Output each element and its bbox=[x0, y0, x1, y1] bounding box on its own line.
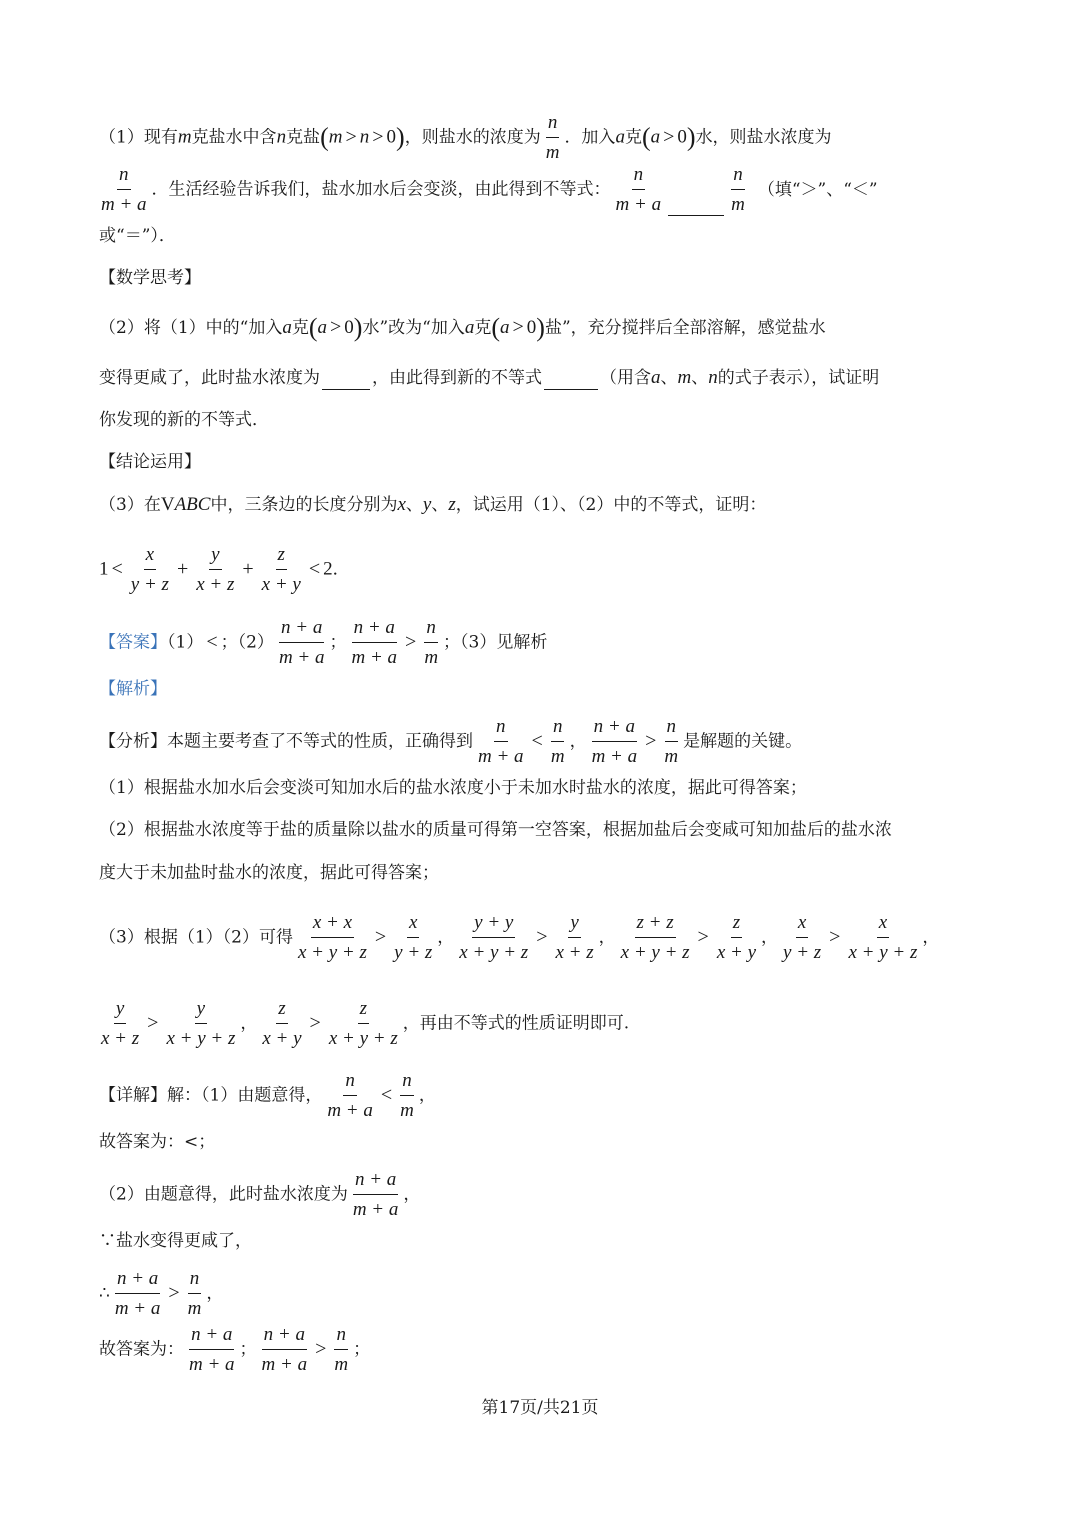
text: 克盐 bbox=[286, 127, 321, 148]
analysis-line-1 bbox=[99, 716, 802, 768]
answer-blank bbox=[322, 369, 370, 390]
fraction: $\frac{n + a}{m + a}$ bbox=[189, 1324, 235, 1375]
text: 故答案为： bbox=[99, 1339, 184, 1360]
var-n: n bbox=[708, 367, 718, 388]
text: ； bbox=[329, 632, 347, 653]
text: ． bbox=[332, 559, 350, 580]
text: 克 bbox=[291, 318, 309, 338]
fraction: $\frac{z}{x + y}$ bbox=[261, 544, 301, 595]
op: > bbox=[663, 125, 675, 148]
fraction-n-over-mpa: $\frac{n}{m + a}$ bbox=[101, 164, 147, 215]
text: 是解题的关键。 bbox=[683, 731, 803, 752]
text: ∵盐水变得更咸了， bbox=[99, 1231, 252, 1251]
q3-line-1 bbox=[99, 493, 766, 517]
text: 故答案为：<； bbox=[99, 1132, 216, 1152]
fraction: $\frac{n + a}{m + a}$ bbox=[351, 617, 398, 668]
var-a: a bbox=[500, 317, 510, 338]
text: 中，三条边的长度分别为 bbox=[210, 495, 398, 515]
op: + bbox=[242, 557, 254, 580]
fraction-n-m: $\frac{n}{m}$ bbox=[731, 164, 745, 215]
text: 水，则盐水浓度为 bbox=[695, 127, 832, 148]
detail-answer-1 bbox=[99, 1130, 215, 1154]
text: ； bbox=[353, 1339, 371, 1360]
text: （1） bbox=[167, 632, 204, 653]
detail-line-1 bbox=[99, 1070, 436, 1122]
text: （2）根据盐水浓度等于盐的质量除以盐水的质量可得第一空答案，根据加盐后会变咸可知加盐后的盐水浓 bbox=[99, 820, 892, 840]
text: （2）将（1）中的“加入 bbox=[99, 318, 283, 338]
analysis-line-6 bbox=[99, 998, 629, 1050]
text: （1）根据盐水加水后会变淡可知加水后的盐水浓度小于未加水时盐水的浓度，据此可得答案； bbox=[99, 778, 807, 798]
num: 1 bbox=[99, 558, 109, 580]
paren: ) bbox=[353, 313, 363, 342]
var-a: a bbox=[464, 317, 475, 338]
fraction: $\frac{n + a}{m + a}$ bbox=[114, 1268, 161, 1319]
paren: ( bbox=[308, 313, 318, 342]
fraction-n-m: $\frac{n}{m}$ bbox=[545, 112, 560, 163]
text: ， bbox=[569, 731, 587, 752]
fraction: $\frac{n}{m}$ bbox=[550, 716, 565, 767]
fraction: $\frac{n}{m}$ bbox=[664, 716, 679, 767]
q1-line-1 bbox=[99, 112, 832, 164]
text: 盐”，充分搅拌后全部溶解，感觉盐水 bbox=[544, 318, 826, 338]
op: > bbox=[829, 925, 841, 948]
var-a: a bbox=[651, 367, 661, 388]
var-a: a bbox=[282, 317, 292, 338]
text: 、 bbox=[691, 368, 709, 388]
op: > bbox=[372, 125, 384, 148]
fraction: $\frac{n + a}{m + a}$ bbox=[591, 716, 638, 767]
fraction: $\frac{n}{m}$ bbox=[424, 617, 439, 668]
fraction: $\frac{n + a}{m + a}$ bbox=[352, 1169, 399, 1220]
num: 0 bbox=[677, 126, 687, 148]
var-m: m bbox=[677, 367, 692, 388]
answer-blank bbox=[544, 369, 598, 390]
fraction: $\frac{n}{m}$ bbox=[187, 1268, 202, 1319]
analysis-label: 【分析】 bbox=[99, 731, 167, 752]
fraction: $\frac{x}{x + y + z}$ bbox=[848, 912, 918, 963]
op: > bbox=[374, 925, 387, 948]
paren: ) bbox=[536, 313, 545, 342]
q2-line-2 bbox=[99, 366, 879, 390]
var-z: z bbox=[448, 494, 456, 515]
text: （2）由题意得，此时盐水浓度为 bbox=[99, 1184, 348, 1205]
op: < bbox=[308, 557, 321, 580]
var-y: y bbox=[422, 494, 432, 515]
text: 、 bbox=[431, 495, 449, 515]
text: 、 bbox=[405, 495, 423, 515]
paren: ( bbox=[320, 122, 329, 152]
op: < bbox=[111, 557, 123, 580]
section-heading: 【结论运用】 bbox=[99, 452, 201, 472]
op: > bbox=[405, 630, 417, 653]
op: > bbox=[645, 729, 657, 752]
var-m: m bbox=[328, 126, 343, 148]
text: （用含 bbox=[600, 368, 651, 388]
fraction: $\frac{y}{x + z}$ bbox=[101, 998, 140, 1049]
text: ∴ bbox=[99, 1283, 110, 1304]
detail-answer-2 bbox=[99, 1324, 370, 1376]
fraction: $\frac{n}{m}$ bbox=[400, 1070, 414, 1121]
text: 本题主要考查了不等式的性质，正确得到 bbox=[167, 731, 473, 752]
q1-line-2 bbox=[99, 164, 878, 216]
triangle-symbol: V bbox=[160, 494, 175, 515]
page-footer: 第17页/共21页 bbox=[481, 1398, 599, 1418]
q2-line-1 bbox=[99, 315, 826, 340]
op: > bbox=[147, 1011, 159, 1034]
text: 克盐水中含 bbox=[191, 127, 277, 148]
var-a: a bbox=[615, 126, 625, 148]
text: ， bbox=[418, 1085, 436, 1106]
section-math-thinking bbox=[99, 266, 201, 290]
text: 的式子表示），试证明 bbox=[717, 368, 880, 388]
text: ， bbox=[403, 1184, 421, 1205]
analysis-line-3 bbox=[99, 818, 892, 842]
text: ，则盐水的浓度为 bbox=[404, 127, 541, 148]
var-n: n bbox=[359, 126, 370, 148]
answer-blank bbox=[668, 187, 724, 216]
fraction-n-over-mpa: $\frac{n}{m + a}$ bbox=[615, 164, 662, 215]
text: ， bbox=[437, 927, 455, 948]
section-heading: 【解析】 bbox=[99, 679, 167, 699]
text: 解：（1）由题意得， bbox=[167, 1085, 323, 1106]
var-abc: ABC bbox=[174, 494, 211, 515]
detail-label: 【详解】 bbox=[99, 1085, 167, 1106]
op: + bbox=[176, 557, 189, 580]
text: ， bbox=[240, 1013, 258, 1034]
paren: ( bbox=[641, 122, 651, 152]
var-n: n bbox=[276, 126, 287, 148]
op: > bbox=[536, 925, 548, 948]
fraction: $\frac{x + x}{x + y + z}$ bbox=[297, 912, 367, 963]
q1-line-3 bbox=[99, 224, 176, 248]
fraction: $\frac{n + a}{m + a}$ bbox=[278, 617, 325, 668]
fraction: $\frac{n}{m}$ bbox=[334, 1324, 349, 1375]
text: （1）现有 bbox=[99, 127, 178, 148]
fraction: $\frac{x}{y + z}$ bbox=[394, 912, 433, 963]
op: > bbox=[330, 316, 342, 338]
text: ， bbox=[761, 927, 779, 948]
text: 你发现的新的不等式． bbox=[99, 410, 269, 430]
jiexi-label bbox=[99, 677, 167, 701]
detail-therefore bbox=[99, 1268, 223, 1320]
fraction: $\frac{n + a}{m + a}$ bbox=[261, 1324, 308, 1375]
paren: ( bbox=[491, 313, 501, 342]
num: 2 bbox=[323, 558, 333, 580]
fraction: $\frac{y + y}{x + y + z}$ bbox=[459, 912, 529, 963]
op: < bbox=[380, 1083, 393, 1106]
op: < bbox=[206, 630, 218, 653]
num: 0 bbox=[526, 317, 537, 338]
var-a: a bbox=[650, 126, 661, 148]
text: 克 bbox=[624, 127, 642, 148]
text: ．生活经验告诉我们，盐水加水后会变淡，由此得到不等式： bbox=[151, 179, 611, 200]
fraction: $\frac{z}{x + y + z}$ bbox=[328, 998, 398, 1049]
fraction: $\frac{x}{y + z}$ bbox=[130, 544, 169, 595]
op: > bbox=[512, 316, 524, 338]
q2-line-3 bbox=[99, 408, 269, 432]
text: ，再由不等式的性质证明即可. bbox=[402, 1013, 630, 1034]
text: ， bbox=[206, 1283, 224, 1304]
text: ．加入 bbox=[564, 127, 616, 148]
text: ，由此得到新的不等式 bbox=[372, 368, 542, 388]
text: 度大于未加盐时盐水的浓度，据此可得答案； bbox=[99, 863, 439, 883]
answer-line bbox=[99, 617, 547, 669]
num: 0 bbox=[386, 126, 397, 148]
detail-because bbox=[99, 1229, 252, 1253]
answer-label: 【答案】 bbox=[99, 632, 167, 653]
analysis-line-5 bbox=[99, 912, 939, 964]
fraction: $\frac{y}{x + y + z}$ bbox=[166, 998, 236, 1049]
text: （填“＞”、“＜” bbox=[757, 179, 878, 200]
section-heading: 【数学思考】 bbox=[99, 268, 201, 288]
detail-line-2 bbox=[99, 1169, 420, 1221]
var-a: a bbox=[317, 317, 327, 338]
section-conclusion-use bbox=[99, 450, 201, 474]
paren: ) bbox=[686, 122, 696, 152]
analysis-line-4 bbox=[99, 861, 439, 885]
text: ； bbox=[239, 1339, 257, 1360]
op: > bbox=[345, 125, 357, 148]
fraction: $\frac{y}{x + z}$ bbox=[555, 912, 594, 963]
op: > bbox=[309, 1011, 321, 1034]
text: 、 bbox=[660, 368, 678, 388]
fraction: $\frac{y}{x + z}$ bbox=[196, 544, 235, 595]
q3-inequality bbox=[99, 544, 350, 596]
fraction: $\frac{n}{m + a}$ bbox=[327, 1070, 373, 1121]
analysis-line-2 bbox=[99, 776, 807, 800]
text: ， bbox=[922, 927, 940, 948]
fraction: $\frac{z + z}{x + y + z}$ bbox=[620, 912, 690, 963]
var-x: x bbox=[397, 494, 406, 515]
var-m: m bbox=[177, 126, 192, 148]
paren: ) bbox=[396, 122, 405, 152]
text: 变得更咸了，此时盐水浓度为 bbox=[99, 368, 320, 388]
text: ， bbox=[598, 927, 616, 948]
fraction: $\frac{z}{x + y}$ bbox=[262, 998, 302, 1049]
op: > bbox=[168, 1281, 180, 1304]
text: （3）在 bbox=[99, 495, 161, 515]
text: （3）根据（1）（2）可得 bbox=[99, 927, 293, 948]
text: 克 bbox=[474, 318, 492, 338]
text: ；（2） bbox=[220, 632, 274, 653]
op: > bbox=[315, 1337, 327, 1360]
text: ，试运用（1）、（2）中的不等式，证明： bbox=[455, 495, 767, 515]
op: > bbox=[697, 925, 709, 948]
fraction: $\frac{n}{m + a}$ bbox=[478, 716, 524, 767]
num: 0 bbox=[344, 317, 354, 338]
fraction: $\frac{x}{y + z}$ bbox=[783, 912, 822, 963]
op: < bbox=[531, 729, 543, 752]
text: 水”改为“加入 bbox=[362, 318, 465, 338]
text: 或“＝”）． bbox=[99, 226, 176, 246]
text: ；（3）见解析 bbox=[443, 632, 548, 653]
fraction: $\frac{z}{x + y}$ bbox=[716, 912, 757, 963]
